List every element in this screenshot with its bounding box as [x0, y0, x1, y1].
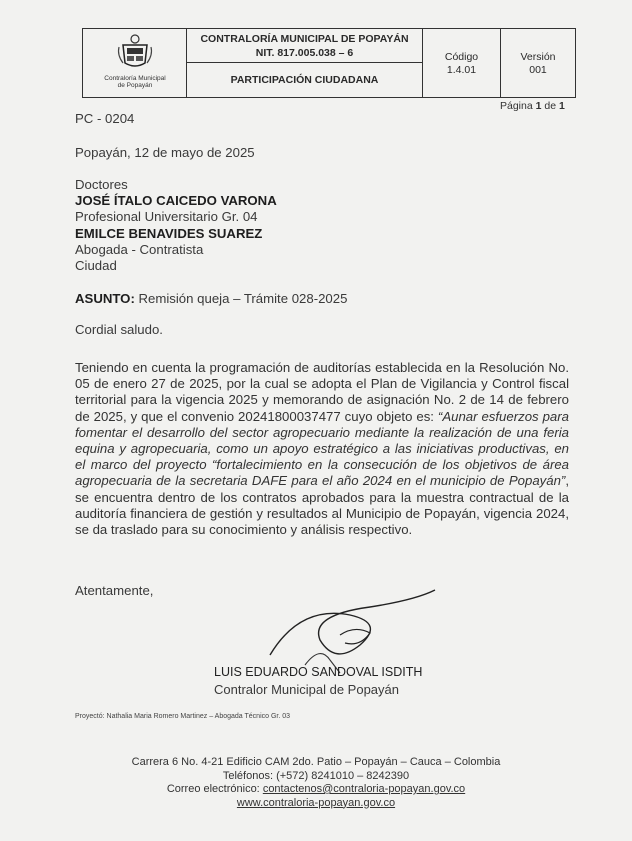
code-cell — [423, 29, 501, 97]
reference-code: PC - 0204 — [75, 111, 135, 126]
recipient2-name: EMILCE BENAVIDES SUAREZ — [75, 226, 263, 241]
org-title-cell — [187, 29, 423, 63]
footer-address: Carrera 6 No. 4-21 Edificio CAM 2do. Patio – Popayán – Cauca – Colombia — [131, 756, 501, 768]
logo-cell — [83, 29, 187, 97]
salutation-title: Doctores — [75, 177, 128, 192]
contraloria-seal-logo — [115, 33, 155, 71]
version-label: Versión — [520, 51, 556, 63]
signer-role: Contralor Municipal de Popayán — [214, 682, 399, 697]
project-note: Proyectó: Nathalia Maria Romero Martinez – Abogada Técnico Gr. 03 — [75, 713, 291, 720]
recipient1-role: Profesional Universitario Gr. 04 — [75, 209, 258, 224]
logo-caption-line-1: Contraloría Municipal — [104, 75, 166, 82]
page-num: 1 — [535, 100, 542, 112]
section-title: PARTICIPACIÓN CIUDADANA — [187, 63, 423, 97]
footer-phones: Teléfonos: (+572) 8241010 – 8242390 — [222, 769, 410, 782]
footer — [0, 756, 632, 810]
page-word: Página — [500, 100, 533, 112]
signer-name: LUIS EDUARDO SANDOVAL ISDITH — [214, 665, 423, 679]
body-text-italic: “Aunar esfuerzos para fomentar el desarrollo del sector agropecuario mediante la realización de una feria equina y agropecuaria, como un apoyo estratégico a las iniciativas productivas, en el marco del proyecto “fortalecimiento en la consecución de los objetivos de área agropecuaria de la secretaria DAFE para el año 2024 en el municipio de Popayán” — [75, 408, 569, 489]
closing: Atentamente, — [75, 583, 154, 598]
subject-label: ASUNTO: — [75, 291, 135, 306]
letter-date: Popayán, 12 de mayo de 2025 — [75, 145, 255, 160]
page-number — [500, 100, 565, 112]
document-header — [82, 28, 576, 98]
page-total: 1 — [559, 100, 565, 112]
version-value: 001 — [529, 64, 547, 76]
subject-text: Remisión queja – Trámite 028-2025 — [138, 291, 348, 306]
logo-caption — [83, 75, 187, 89]
handwritten-signature — [210, 585, 440, 675]
code-label: Código — [444, 51, 479, 63]
body-paragraph — [75, 360, 569, 538]
org-nit: NIT. 817.005.038 – 6 — [255, 47, 354, 59]
footer-website-link[interactable]: www.contraloria-popayan.gov.co — [236, 796, 396, 809]
org-name: CONTRALORÍA MUNICIPAL DE POPAYÁN — [200, 33, 409, 45]
footer-email-line — [0, 783, 632, 797]
subject-line — [75, 291, 347, 306]
footer-email-link[interactable]: contactenos@contraloria-popayan.gov.co — [262, 783, 466, 795]
code-value: 1.4.01 — [446, 64, 477, 76]
footer-email-label: Correo electrónico: — [166, 783, 260, 795]
page-of: de — [544, 100, 557, 112]
greeting: Cordial saludo. — [75, 322, 163, 337]
body-text-3: , se encuentra dentro de los contratos aprobados para la muestra contractual de la auditoría financiera de gestión y resultados al Municipio de Popayán, vigencia 2024, se da traslado para su conocimiento y análisis respectivo. — [75, 473, 569, 538]
recipient-city: Ciudad — [75, 258, 117, 273]
recipient1-name: JOSÉ ÍTALO CAICEDO VARONA — [75, 193, 277, 208]
recipient2-role: Abogada - Contratista — [75, 242, 204, 257]
version-cell — [501, 29, 575, 97]
logo-caption-line-2: de Popayán — [117, 82, 153, 89]
body-text-1: Teniendo en cuenta la programación de auditorías establecida en la Resolución No. 05 de enero 27 de 2025, por la cual se adopta el Plan de Vigilancia y Control fiscal territorial para la vigencia 2025 y memorando de asignación No. 2 de 14 de febrero de 2025, y que el convenio 20241800037477 cuyo objeto es: — [75, 360, 569, 424]
